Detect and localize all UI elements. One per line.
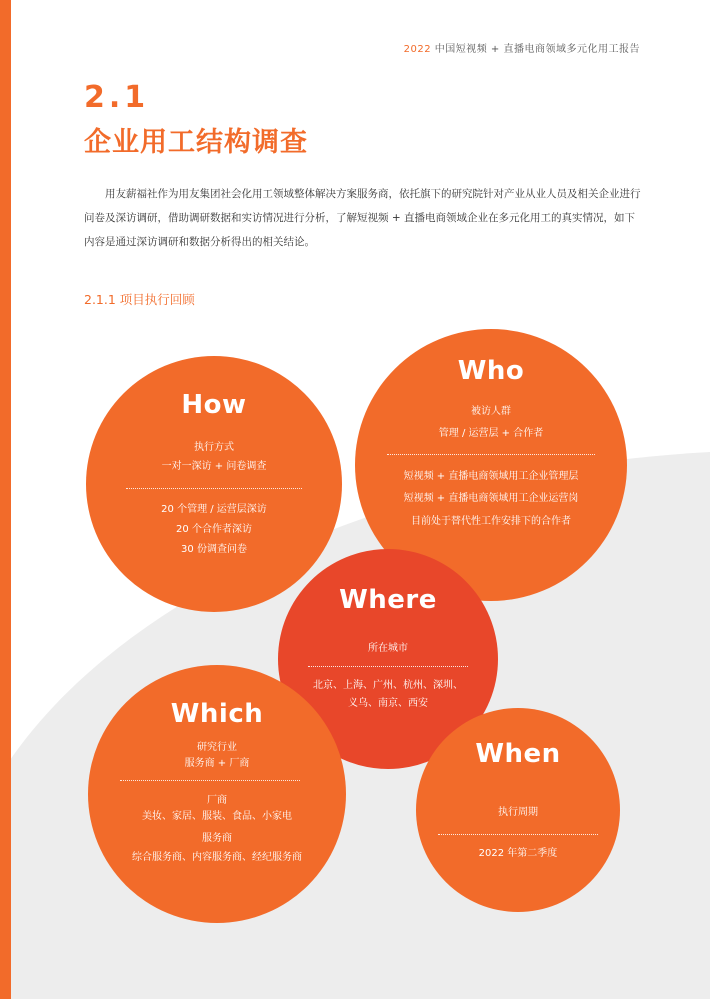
who-detail: 目前处于替代性工作安排下的合作者	[411, 516, 571, 527]
side-accent-bar	[0, 0, 11, 999]
how-divider	[126, 488, 302, 489]
how-value: 一对一深访 + 问卷调查	[161, 461, 267, 472]
section-number: 2.1	[84, 80, 150, 115]
report-title: 中国短视频 + 直播电商领域多元化用工报告	[434, 44, 640, 55]
how-title: How	[181, 390, 247, 420]
when-label: 执行周期	[498, 807, 538, 818]
intro-paragraph: 用友薪福社作为用友集团社会化用工领域整体解决方案服务商，依托旗下的研究院针对产业从业人员及相关企业进行问卷及深访调研，借助调研数据和实访情况进行分析，了解短视频 + 直播电商领域企业在多元化用工的真实情况，如下内容是通过深访调研和数据分析得出的相关结论。	[84, 188, 641, 248]
where-label: 所在城市	[368, 643, 408, 654]
report-year: 2022	[403, 44, 432, 55]
how-label: 执行方式	[194, 442, 234, 453]
how-detail: 20 个管理 / 运营层深访	[161, 504, 267, 515]
which-divider	[120, 780, 300, 781]
where-detail: 义乌、南京、西安	[348, 698, 428, 709]
where-divider	[308, 666, 468, 667]
subsection-heading: 2.1.1 项目执行回顾	[84, 292, 195, 307]
when-divider	[438, 834, 598, 835]
how-circle	[86, 356, 342, 612]
who-detail: 短视频 + 直播电商领域用工企业运营岗	[403, 493, 579, 504]
report-header	[404, 40, 640, 55]
who-detail: 短视频 + 直播电商领域用工企业管理层	[403, 471, 579, 482]
when-title: When	[475, 739, 561, 769]
who-label: 被访人群	[471, 406, 511, 417]
how-detail: 20 个合作者深访	[176, 524, 252, 535]
where-title: Where	[339, 585, 437, 615]
where-detail: 北京、上海、广州、杭州、深圳、	[313, 680, 463, 691]
who-title: Who	[457, 356, 525, 386]
which-title: Which	[170, 699, 264, 729]
which-detail: 综合服务商、内容服务商、经纪服务商	[132, 852, 302, 863]
section-title: 企业用工结构调查	[84, 127, 308, 158]
which-detail: 厂商	[207, 795, 227, 806]
how-detail: 30 份调查问卷	[181, 544, 247, 555]
which-value: 服务商 + 厂商	[184, 758, 250, 769]
when-value: 2022 年第二季度	[478, 848, 558, 859]
which-label: 研究行业	[197, 742, 237, 753]
when-circle	[416, 708, 620, 912]
which-detail: 服务商	[202, 833, 232, 844]
who-divider	[387, 454, 595, 455]
who-value: 管理 / 运营层 + 合作者	[438, 428, 544, 439]
which-detail: 美妆、家居、服装、食品、小家电	[142, 811, 292, 822]
which-circle	[88, 665, 346, 923]
